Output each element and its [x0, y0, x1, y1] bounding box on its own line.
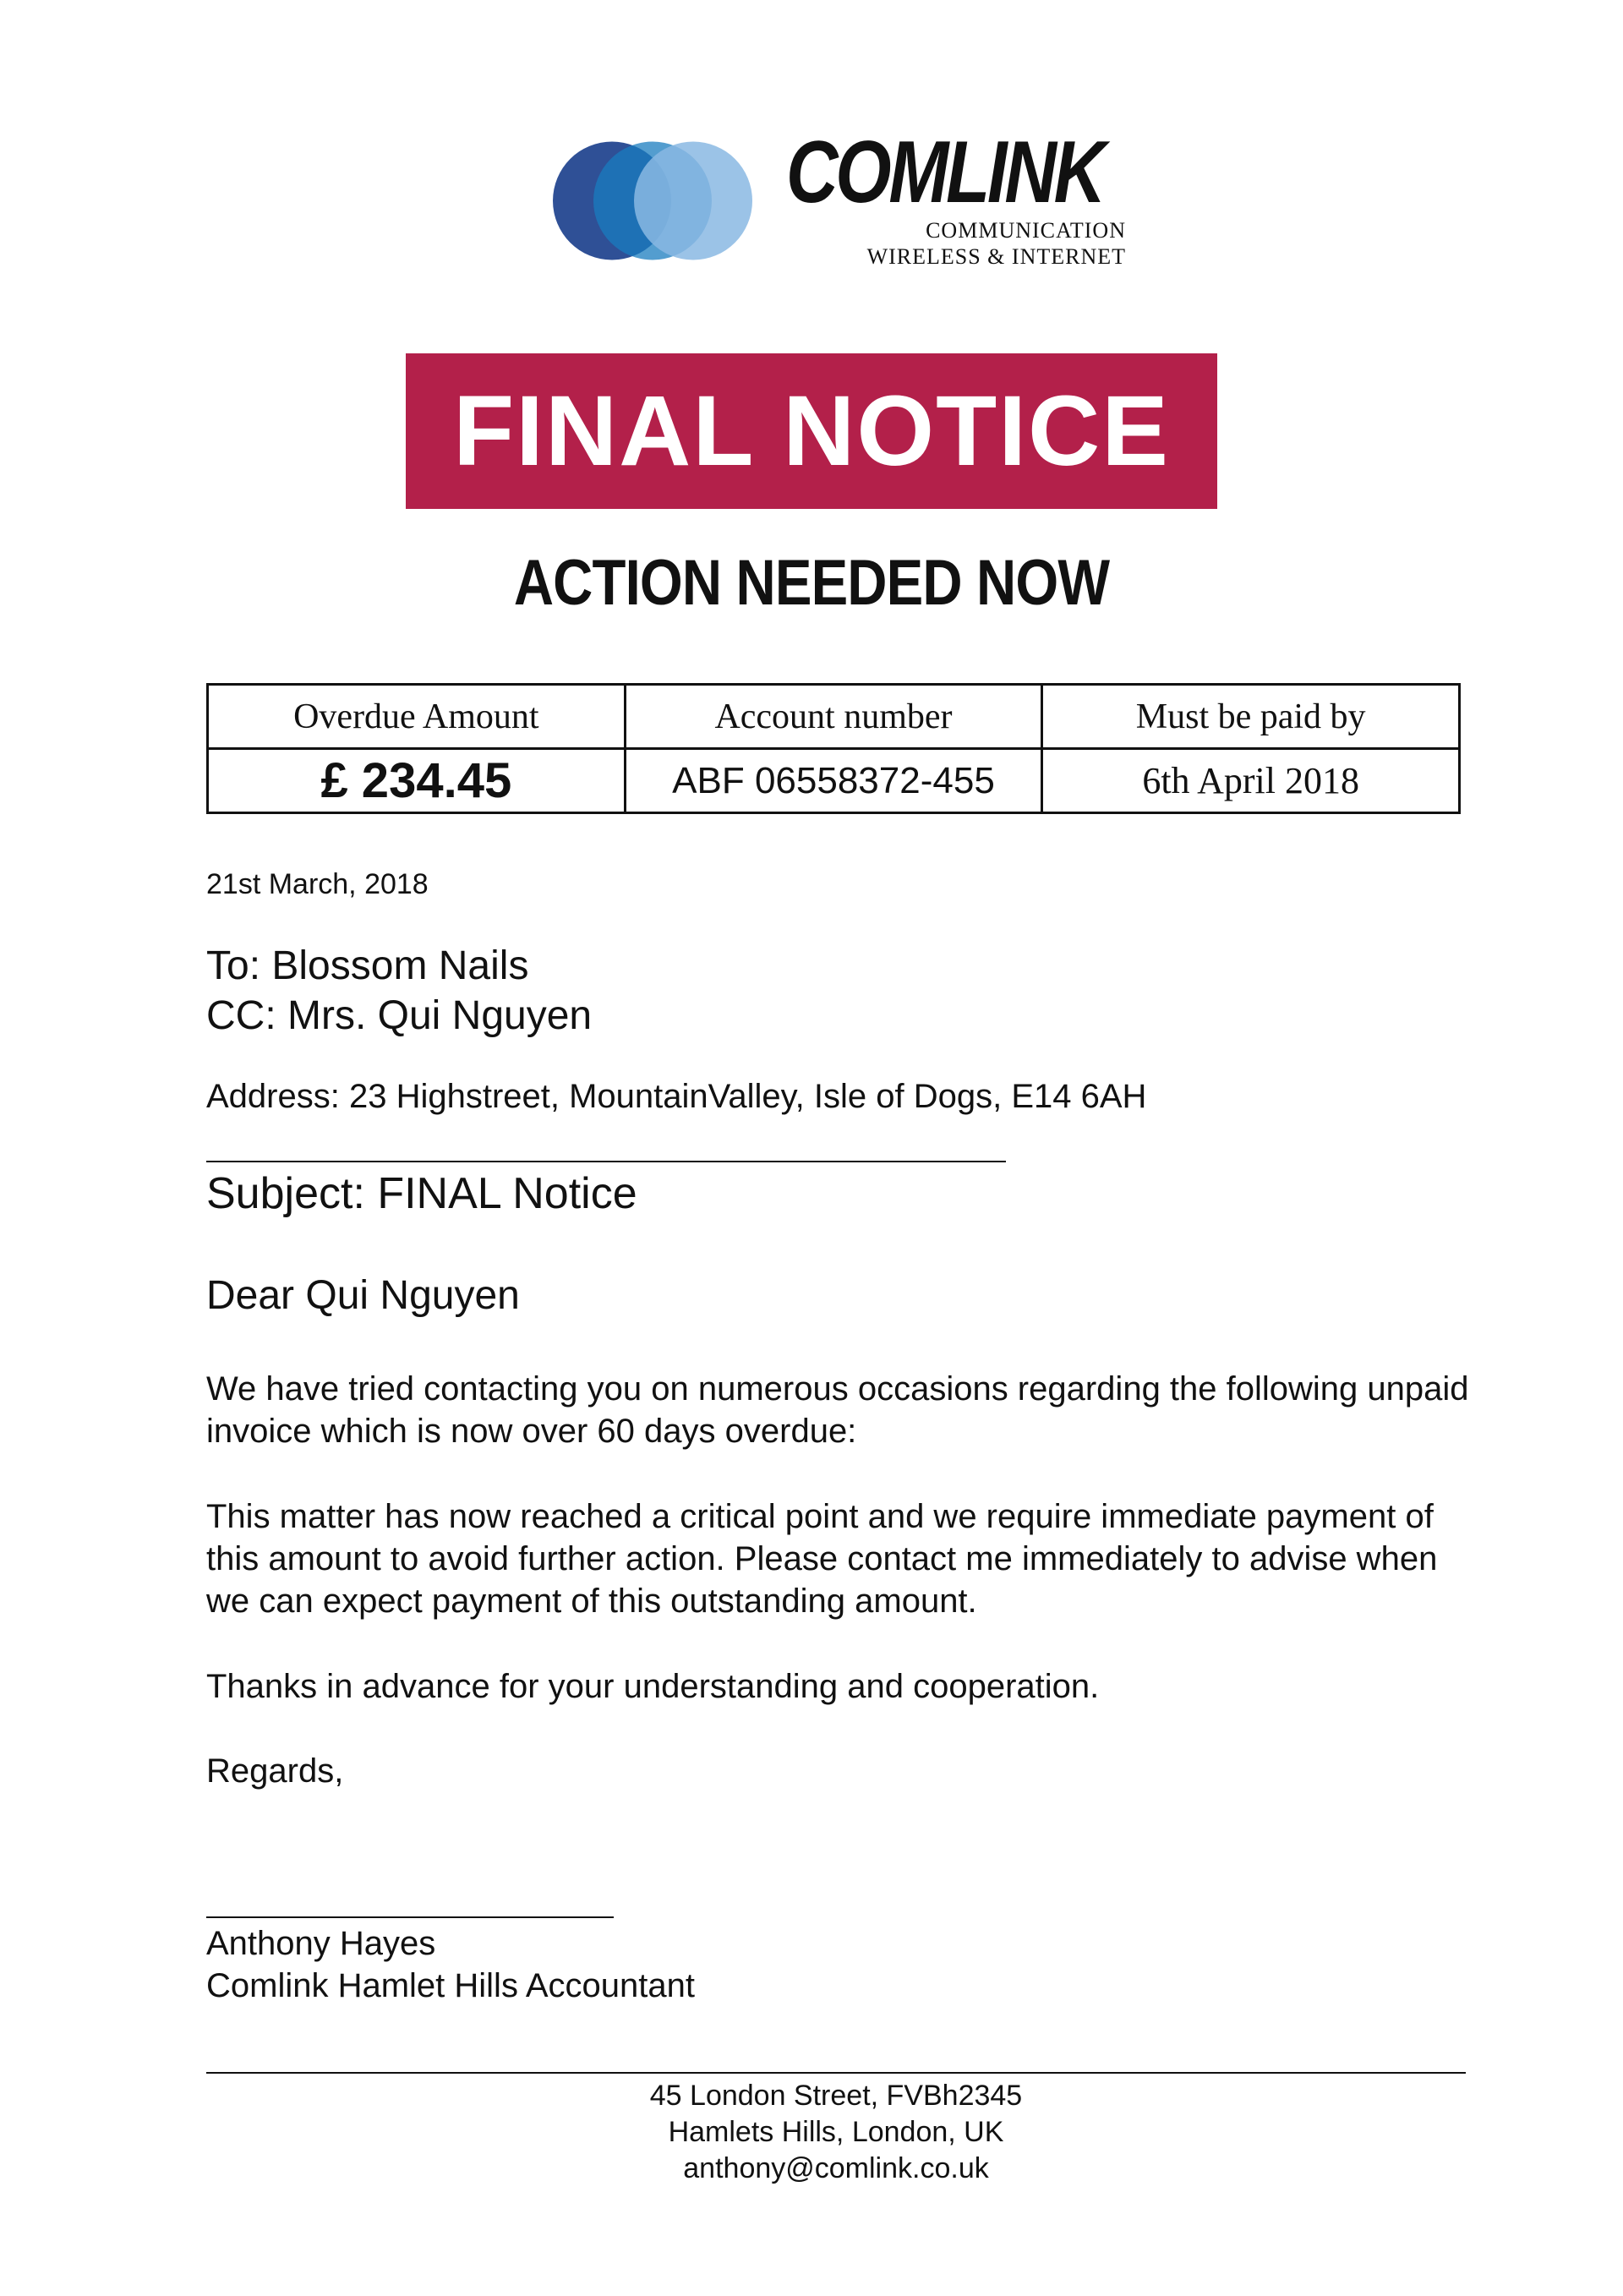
logo-circle-light: [634, 142, 752, 260]
logo-circles-icon: [551, 139, 754, 262]
closing: Regards,: [206, 1752, 344, 1790]
overdue-amount-value: £ 234.45: [208, 749, 626, 813]
signer-title: Comlink Hamlet Hills Accountant: [206, 1967, 695, 2004]
footer-address-line-2: Hamlets Hills, London, UK: [668, 2116, 1004, 2148]
paragraph-2: This matter has now reached a critical point and we require immediate payment of this amount to avoid further action. Please contact me immediately to advise when we can expect payment of this outstanding amount.: [206, 1498, 1438, 1620]
footer-email[interactable]: anthony@comlink.co.uk: [683, 2152, 989, 2184]
account-number-value: ABF 06558372-455: [625, 749, 1042, 813]
overdue-amount-header: Overdue Amount: [208, 685, 626, 749]
paragraph-3: Thanks in advance for your understanding and cooperation.: [206, 1668, 1100, 1705]
footer-divider: [206, 2072, 1466, 2074]
due-date-value: 6th April 2018: [1042, 749, 1460, 813]
due-date-header: Must be paid by: [1042, 685, 1460, 749]
brand-tagline-1: COMMUNICATION: [926, 218, 1126, 243]
cc-line: CC: Mrs. Qui Nguyen: [206, 993, 593, 1038]
recipient-line: To: Blossom Nails: [206, 943, 529, 988]
brand-tagline-2: WIRELESS & INTERNET: [866, 244, 1126, 269]
address-line: Address: 23 Highstreet, MountainValley, Isle of Dogs, E14 6AH: [206, 1078, 1147, 1115]
subject-line: Subject: FINAL Notice: [206, 1169, 637, 1218]
signer-name: Anthony Hayes: [206, 1925, 436, 1962]
final-notice-banner: FINAL NOTICE: [406, 353, 1217, 509]
action-heading: ACTION NEEDED NOW: [513, 547, 1110, 619]
summary-header-row: [208, 685, 1460, 749]
salutation: Dear Qui Nguyen: [206, 1273, 520, 1318]
account-number-header: Account number: [625, 685, 1042, 749]
footer-address-line-1: 45 London Street, FVBh2345: [649, 2080, 1023, 2112]
summary-table: [206, 683, 1461, 814]
summary-value-row: [208, 749, 1460, 813]
letter-date: 21st March, 2018: [206, 868, 429, 900]
signature-line: [206, 1916, 614, 1918]
paragraph-1: We have tried contacting you on numerous occasions regarding the following unpaid invoice which is now over 60 days overdue:: [206, 1370, 1469, 1450]
brand-name: COMLINK: [786, 123, 1103, 221]
address-divider: [206, 1161, 1006, 1162]
